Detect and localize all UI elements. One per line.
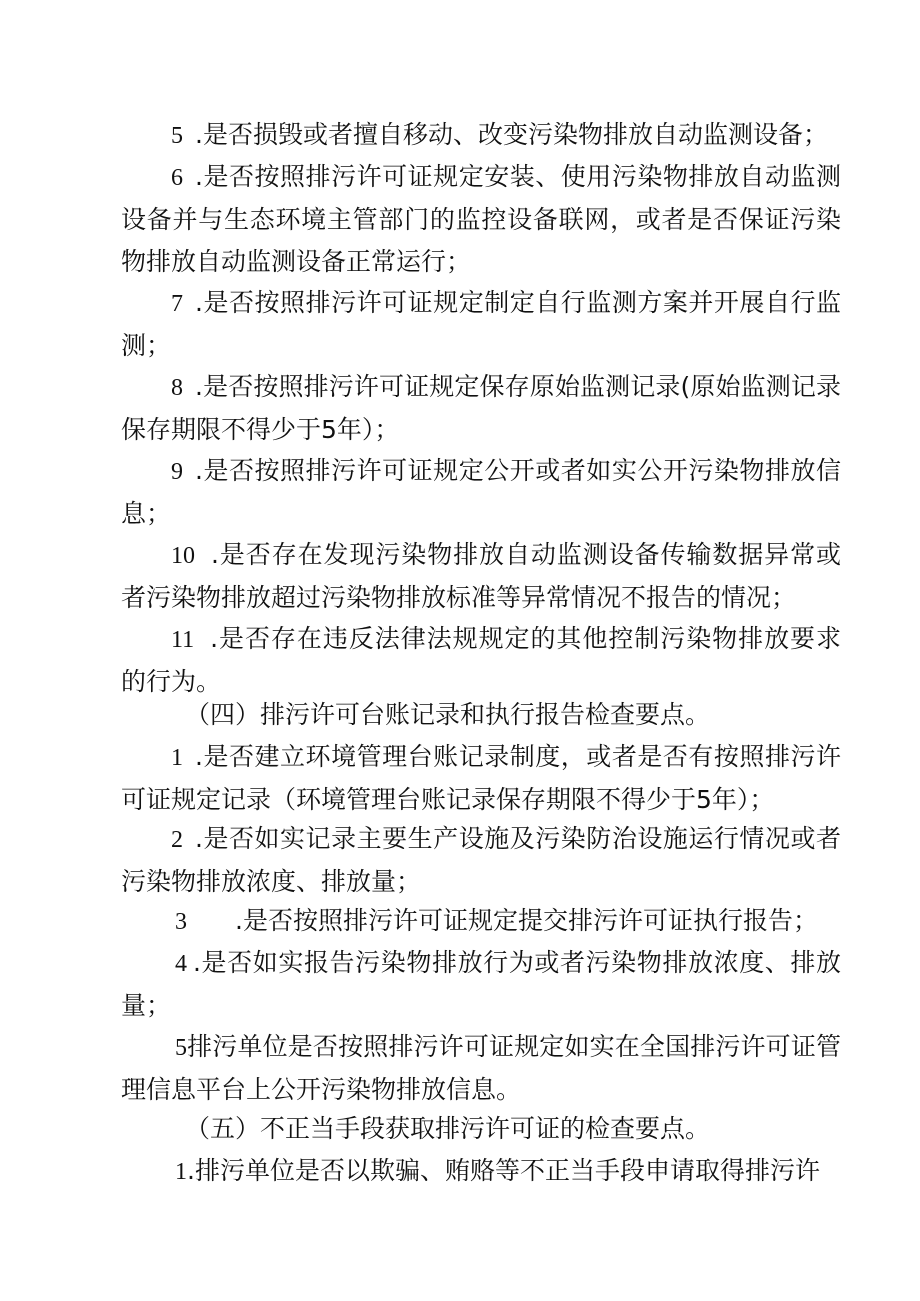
item-text: .是否按照排污许可证规定安装、使用污染物排放自动监测设备并与生态环境主管部门的监控设备联网，或者是否保证污染物排放自动监测设备正常运行；: [121, 162, 841, 276]
item-number: 7: [171, 291, 183, 317]
item-number: 9: [171, 459, 183, 485]
item-text: .排污单位是否以欺骗、贿赂等不正当手段申请取得排污许: [187, 1156, 820, 1185]
paragraph-sec4-item-3: [121, 900, 841, 943]
item-text: .是否存在发现污染物排放自动监测设备传输数据异常或者污染物排放超过污染物排放标准等异常情况不报告的情况；: [121, 540, 841, 612]
item-text: .是否如实记录主要生产设施及污染防治设施运行情况或者污染物排放浓度、排放量；: [121, 824, 841, 896]
item-number: 5: [175, 1035, 187, 1061]
paragraph-sec4-item-2: [121, 818, 841, 903]
paragraph-item-8: [121, 366, 841, 451]
paragraph-item-7: [121, 282, 841, 367]
item-number: 5: [171, 123, 183, 149]
item-text: .是否如实报告污染物排放行为或者污染物排放浓度、排放量；: [121, 948, 841, 1020]
item-number: 2: [171, 827, 183, 853]
item-number: 10: [171, 543, 195, 569]
paragraph-item-11: [121, 618, 841, 703]
item-number: 3: [175, 909, 187, 935]
item-number: 4: [175, 951, 187, 977]
paragraph-item-6: [121, 156, 841, 283]
paragraph-item-5: [121, 114, 841, 157]
paragraph-sec4-item-5: [121, 1026, 841, 1111]
item-text: .是否按照排污许可证规定保存原始监测记录(原始监测记录保存期限不得少于5年）；: [121, 372, 841, 444]
item-text: .是否建立环境管理台账记录制度，或者是否有按照排污许可证规定记录（环境管理台账记录保存期限不得少于5年）；: [121, 742, 841, 814]
paragraph-sec4-item-1: [121, 736, 841, 821]
heading-text: （四）排污许可台账记录和执行报告检查要点。: [185, 700, 711, 729]
paragraph-sec4-item-4: [121, 942, 841, 1027]
item-text: .是否损毁或者擅自移动、改变污染物排放自动监测设备；: [195, 120, 828, 149]
heading-text: （五）不正当手段获取排污许可证的检查要点。: [185, 1114, 711, 1143]
item-number: 11: [171, 627, 195, 653]
item-text: .是否按照排污许可证规定制定自行监测方案并开展自行监测；: [121, 288, 841, 360]
item-text: 排污单位是否按照排污许可证规定如实在全国排污许可证管理信息平台上公开污染物排放信息。: [121, 1032, 841, 1104]
item-text: .是否存在违反法律法规规定的其他控制污染物排放要求的行为。: [121, 624, 841, 696]
item-number: 1: [171, 745, 183, 771]
item-text: .是否按照排污许可证规定提交排污许可证执行报告；: [235, 906, 818, 935]
paragraph-item-9: [121, 450, 841, 535]
item-number: 8: [171, 375, 183, 401]
item-text: .是否按照排污许可证规定公开或者如实公开污染物排放信息；: [121, 456, 841, 528]
item-number: 1: [175, 1159, 187, 1185]
section-heading-4: [121, 694, 841, 736]
section-heading-5: [121, 1108, 841, 1150]
item-number: 6: [171, 165, 183, 191]
paragraph-sec5-item-1: [121, 1150, 841, 1193]
paragraph-item-10: [121, 534, 841, 619]
